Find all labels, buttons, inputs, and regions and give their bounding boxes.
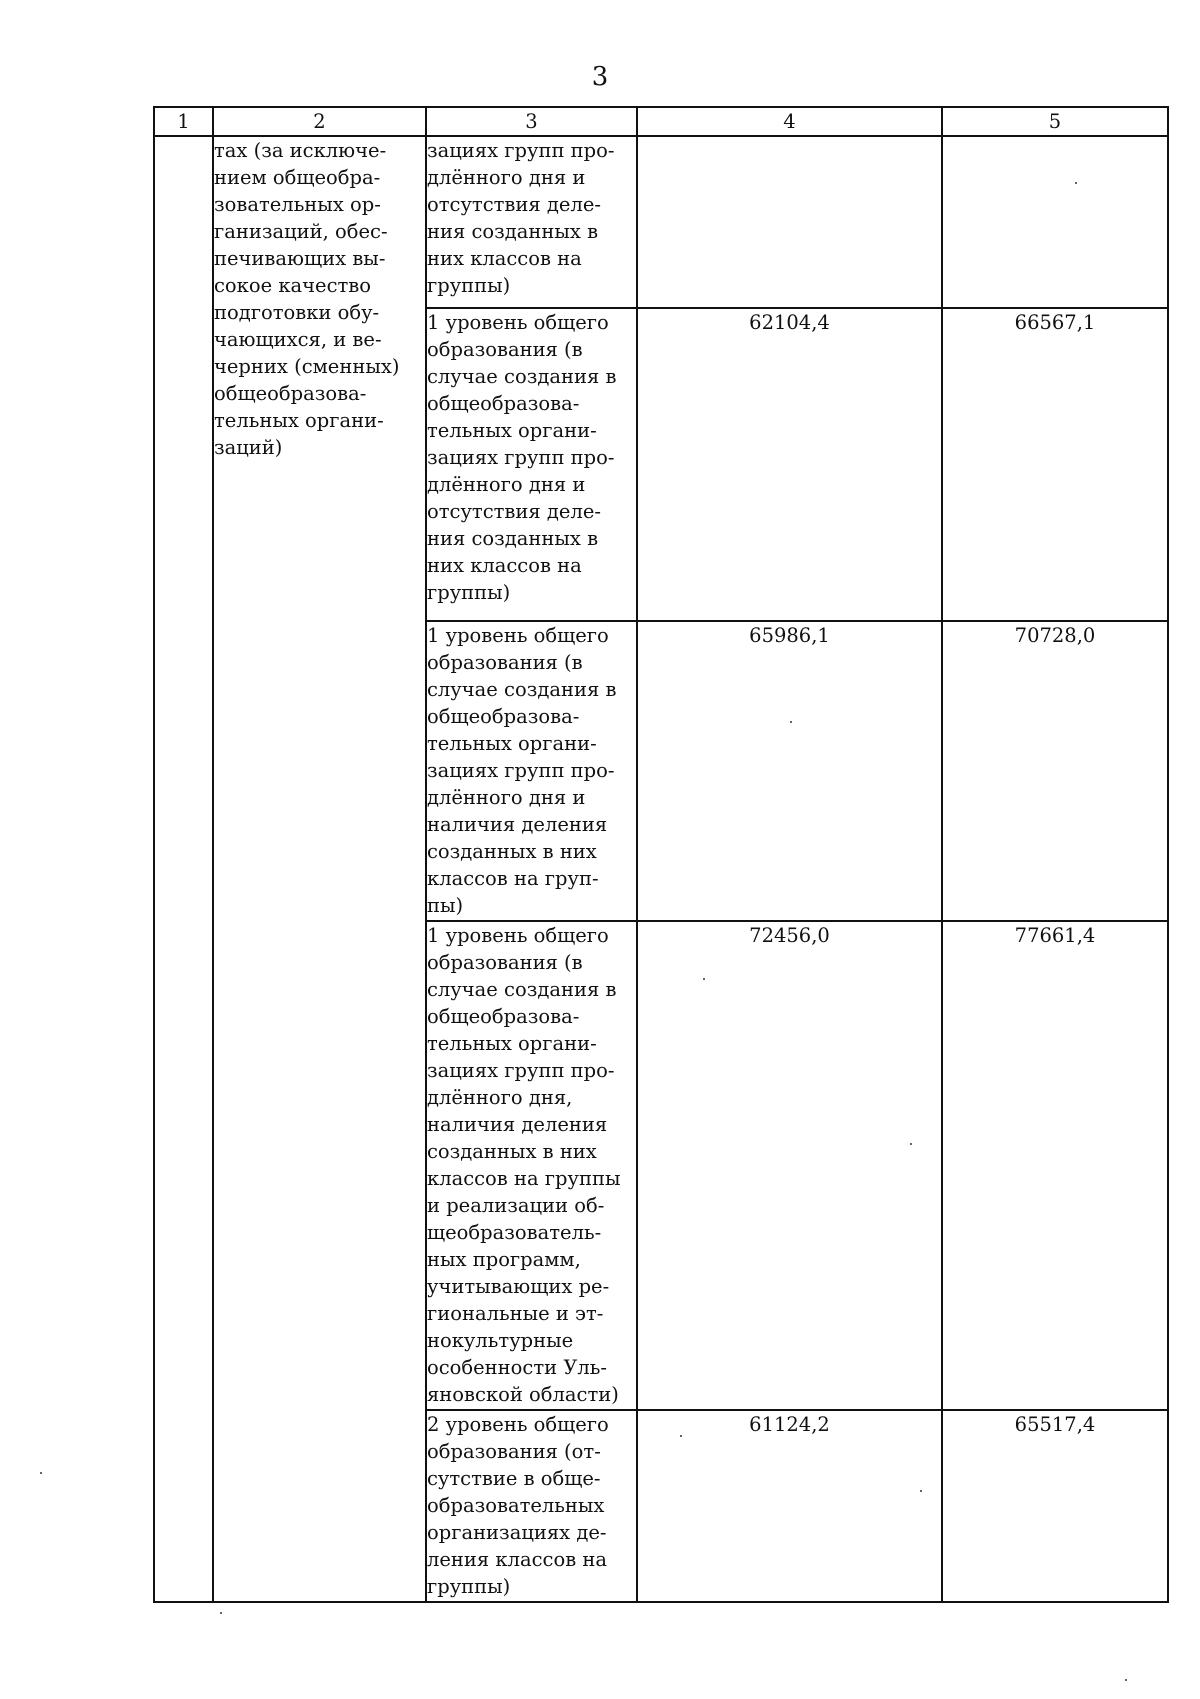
desc-line: общеобразова- xyxy=(427,1005,580,1028)
value-col5: 77661,4 xyxy=(942,921,1168,1410)
header-row xyxy=(154,107,1168,136)
scan-speck xyxy=(1075,182,1077,184)
desc-line: и реализации об- xyxy=(427,1194,605,1217)
desc-line: длённого дня, xyxy=(427,1086,573,1109)
desc-line: случае создания в xyxy=(427,978,617,1001)
desc-line: созданных в них xyxy=(427,840,597,863)
desc-line: нокультурные xyxy=(427,1329,574,1352)
scan-speck xyxy=(1125,1679,1127,1681)
desc-line: общеобразова- xyxy=(427,392,580,415)
desc-line: пы) xyxy=(427,894,464,917)
desc-line: образования (от- xyxy=(427,1440,601,1463)
desc-line: ния созданных в xyxy=(427,220,599,243)
value-col5: 70728,0 xyxy=(942,621,1168,921)
scan-speck xyxy=(910,1143,912,1145)
desc-line: зациях групп про- xyxy=(427,139,615,162)
desc-line: гиональные и эт- xyxy=(427,1302,604,1325)
org-line: зовательных ор- xyxy=(214,193,381,216)
scan-speck xyxy=(40,1472,42,1474)
org-line: ганизаций, обес- xyxy=(214,220,388,243)
education-level-cell xyxy=(426,308,637,621)
desc-line: щеобразователь- xyxy=(427,1221,602,1244)
desc-line: группы) xyxy=(427,1575,511,1598)
org-line: сокое качество xyxy=(214,274,371,297)
desc-line: группы) xyxy=(427,274,511,297)
org-line: подготовки обу- xyxy=(214,301,380,324)
desc-line: тельных органи- xyxy=(427,732,597,755)
desc-line: классов на груп- xyxy=(427,867,599,890)
desc-line: ления классов на xyxy=(427,1548,608,1571)
col-header-1: 1 xyxy=(154,107,213,136)
org-line: нием общеобра- xyxy=(214,166,381,189)
value-col4 xyxy=(637,136,942,308)
col1-cell xyxy=(154,136,213,1602)
scan-speck xyxy=(680,1435,682,1437)
org-line: тельных органи- xyxy=(214,409,384,432)
education-level-cell xyxy=(426,136,637,308)
value-col5: 65517,4 xyxy=(942,1410,1168,1602)
value-col4: 61124,2 xyxy=(637,1410,942,1602)
desc-line: 1 уровень общего xyxy=(427,311,609,334)
desc-line: общеобразова- xyxy=(427,705,580,728)
organization-type-cell xyxy=(213,136,426,1602)
desc-line: образования (в xyxy=(427,651,583,674)
desc-line: длённого дня и xyxy=(427,786,586,809)
org-line: печивающих вы- xyxy=(214,247,386,270)
desc-line: случае создания в xyxy=(427,678,617,701)
org-line: тах (за исключе- xyxy=(214,139,387,162)
desc-line: сутствие в обще- xyxy=(427,1467,601,1490)
desc-line: образования (в xyxy=(427,951,583,974)
desc-line: длённого дня и xyxy=(427,166,586,189)
desc-line: отсутствия деле- xyxy=(427,193,601,216)
desc-line: зациях групп про- xyxy=(427,759,615,782)
desc-line: тельных органи- xyxy=(427,419,597,442)
education-level-cell xyxy=(426,921,637,1410)
desc-line: них классов на xyxy=(427,247,582,270)
desc-line: классов на группы xyxy=(427,1167,621,1190)
value-col5 xyxy=(942,136,1168,308)
desc-line: зациях групп про- xyxy=(427,446,615,469)
page-number: 3 xyxy=(591,62,609,92)
desc-line: 2 уровень общего xyxy=(427,1413,609,1436)
tariff-table xyxy=(153,106,1169,1603)
desc-line: зациях групп про- xyxy=(427,1059,615,1082)
desc-line: случае создания в xyxy=(427,365,617,388)
scan-speck xyxy=(790,721,792,723)
desc-line: тельных органи- xyxy=(427,1032,597,1055)
desc-line: ния созданных в xyxy=(427,527,599,550)
desc-line: длённого дня и xyxy=(427,473,586,496)
education-level-cell xyxy=(426,621,637,921)
desc-line: них классов на xyxy=(427,554,582,577)
desc-line: организациях де- xyxy=(427,1521,607,1544)
col-header-4: 4 xyxy=(637,107,942,136)
col-header-3: 3 xyxy=(426,107,637,136)
desc-line: отсутствия деле- xyxy=(427,500,601,523)
value-col4: 72456,0 xyxy=(637,921,942,1410)
scan-speck xyxy=(703,978,705,980)
desc-line: учитывающих ре- xyxy=(427,1275,610,1298)
desc-line: образовательных xyxy=(427,1494,605,1517)
org-line: заций) xyxy=(214,436,283,459)
value-col4: 65986,1 xyxy=(637,621,942,921)
org-line: чающихся, и ве- xyxy=(214,328,382,351)
desc-line: наличия деления xyxy=(427,813,608,836)
desc-line: созданных в них xyxy=(427,1140,597,1163)
desc-line: яновской области) xyxy=(427,1383,619,1406)
value-col4: 62104,4 xyxy=(637,308,942,621)
col-header-2: 2 xyxy=(213,107,426,136)
desc-line: образования (в xyxy=(427,338,583,361)
scan-speck xyxy=(920,1490,922,1492)
desc-line: наличия деления xyxy=(427,1113,608,1136)
desc-line: 1 уровень общего xyxy=(427,624,609,647)
org-line: черних (сменных) xyxy=(214,355,400,378)
desc-line: ных программ, xyxy=(427,1248,581,1271)
education-level-cell xyxy=(426,1410,637,1602)
col-header-5: 5 xyxy=(942,107,1168,136)
desc-line: 1 уровень общего xyxy=(427,924,609,947)
desc-line: группы) xyxy=(427,581,511,604)
desc-line: особенности Уль- xyxy=(427,1356,608,1379)
table-row xyxy=(154,136,1168,308)
value-col5: 66567,1 xyxy=(942,308,1168,621)
scan-speck xyxy=(220,1612,222,1614)
org-line: общеобразова- xyxy=(214,382,367,405)
